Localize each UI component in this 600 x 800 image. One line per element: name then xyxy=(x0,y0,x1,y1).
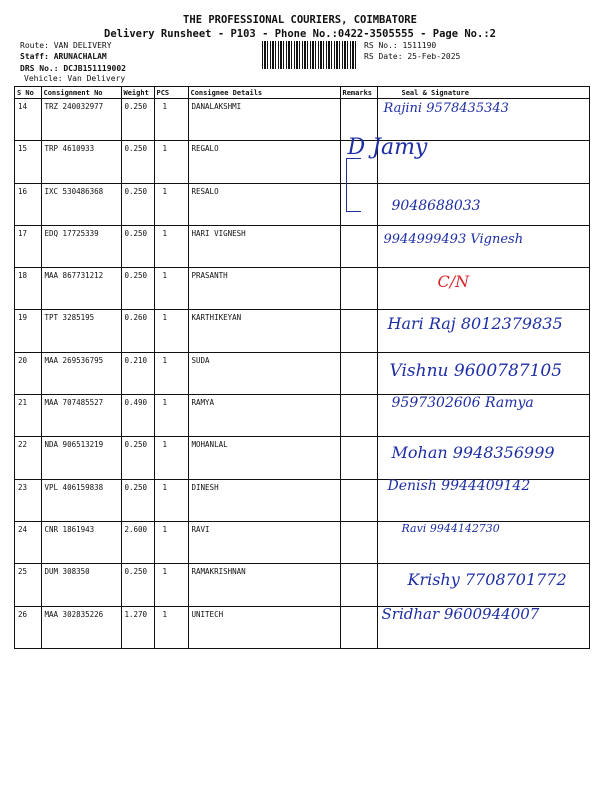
table-row xyxy=(15,225,589,267)
cell-sno: 24 xyxy=(15,521,41,563)
vehicle-label: Vehicle: Van Delivery xyxy=(24,74,126,83)
cell-signature xyxy=(377,225,589,267)
cell-weight: 2.600 xyxy=(121,521,154,563)
cell-consignment-no: TRZ 240032977 xyxy=(41,99,121,141)
cell-pcs: 1 xyxy=(154,310,188,352)
col-signature: Seal & Signature xyxy=(377,87,589,99)
cell-sno: 22 xyxy=(15,437,41,479)
cell-remarks xyxy=(340,521,377,563)
cell-weight: 0.250 xyxy=(121,564,154,606)
table-row xyxy=(15,141,589,183)
cell-signature xyxy=(377,183,589,225)
cell-weight: 0.490 xyxy=(121,395,154,437)
table-row xyxy=(15,183,589,225)
cell-weight: 0.250 xyxy=(121,437,154,479)
cell-weight: 0.210 xyxy=(121,352,154,394)
cell-pcs: 1 xyxy=(154,437,188,479)
table-row xyxy=(15,310,589,352)
cell-consignee: MOHANLAL xyxy=(188,437,340,479)
cell-consignment-no: NDA 906513219 xyxy=(41,437,121,479)
cell-consignment-no: IXC 530486368 xyxy=(41,183,121,225)
cell-pcs: 1 xyxy=(154,268,188,310)
cell-remarks xyxy=(340,479,377,521)
cell-consignee: RAMAKRISHNAN xyxy=(188,564,340,606)
cell-weight: 0.250 xyxy=(121,268,154,310)
cell-pcs: 1 xyxy=(154,225,188,267)
cell-signature xyxy=(347,135,589,183)
col-sno: S No xyxy=(15,87,41,99)
table-header-row xyxy=(15,87,589,99)
table-row xyxy=(15,606,589,648)
cell-consignment-no: DUM 308350 xyxy=(41,564,121,606)
table-row xyxy=(15,564,589,606)
handwritten-signature: Rajini 9578435343 xyxy=(383,101,509,116)
cell-signature xyxy=(377,479,589,521)
cell-consignee: HARI VIGNESH xyxy=(188,225,340,267)
cell-consignee: SUDA xyxy=(188,352,340,394)
cell-consignee: RAMYA xyxy=(188,395,340,437)
cell-consignee: REGALO xyxy=(188,141,340,183)
drs-label: DRS No.: DCJB151119002 xyxy=(20,64,126,73)
cell-signature xyxy=(377,268,589,310)
cell-consignee: PRASANTH xyxy=(188,268,340,310)
col-consignee: Consignee Details xyxy=(188,87,340,99)
table-row xyxy=(15,352,589,394)
handwritten-signature: Krishy 7708701772 xyxy=(407,570,567,590)
cell-sno: 25 xyxy=(15,564,41,606)
cell-sno: 14 xyxy=(15,99,41,141)
cell-consignment-no: EDQ 17725339 xyxy=(41,225,121,267)
handwritten-signature: Denish 9944409142 xyxy=(387,477,531,494)
cell-weight: 0.250 xyxy=(121,99,154,141)
table-row xyxy=(15,268,589,310)
cell-signature xyxy=(377,395,589,437)
staff-label: Staff: ARUNACHALAM xyxy=(20,52,107,61)
cell-sno: 26 xyxy=(15,606,41,648)
bracket-mark xyxy=(346,158,361,212)
cell-consignee: RAVI xyxy=(188,521,340,563)
cell-signature xyxy=(377,606,589,648)
cell-consignment-no: TRP 4610933 xyxy=(41,141,121,183)
cell-pcs: 1 xyxy=(154,564,188,606)
table-row xyxy=(15,479,589,521)
route-label: Route: VAN DELIVERY xyxy=(20,41,112,50)
cell-pcs: 1 xyxy=(154,479,188,521)
cell-consignment-no: CNR 1861943 xyxy=(41,521,121,563)
cell-remarks xyxy=(340,564,377,606)
cell-sno: 17 xyxy=(15,225,41,267)
cell-sno: 19 xyxy=(15,310,41,352)
cell-sno: 18 xyxy=(15,268,41,310)
cell-consignment-no: MAA 302835226 xyxy=(41,606,121,648)
cell-signature xyxy=(377,521,589,563)
cell-consignee: RESALO xyxy=(188,183,340,225)
company-title: THE PROFESSIONAL COURIERS, COIMBATORE xyxy=(183,14,417,26)
handwritten-signature: Sridhar 9600944007 xyxy=(381,604,540,623)
col-pcs: PCS xyxy=(154,87,188,99)
col-remarks: Remarks xyxy=(340,87,377,99)
handwritten-signature: Mohan 9948356999 xyxy=(391,443,555,463)
cell-remarks xyxy=(340,437,377,479)
handwritten-signature: C/N xyxy=(437,272,470,292)
cell-weight: 0.250 xyxy=(121,141,154,183)
cell-sno: 15 xyxy=(15,141,41,183)
cell-remarks xyxy=(340,310,377,352)
table-row xyxy=(15,99,589,141)
col-consignment: Consignment No xyxy=(41,87,121,99)
cell-consignment-no: MAA 707485527 xyxy=(41,395,121,437)
rs-date: RS Date: 25-Feb-2025 xyxy=(364,52,461,61)
cell-signature xyxy=(377,564,589,606)
cell-remarks xyxy=(340,352,377,394)
cell-consignee: KARTHIKEYAN xyxy=(188,310,340,352)
cell-remarks xyxy=(340,268,377,310)
cell-weight: 0.250 xyxy=(121,479,154,521)
cell-consignment-no: TPT 3285195 xyxy=(41,310,121,352)
handwritten-signature: 9597302606 Ramya xyxy=(391,395,534,412)
rs-number: RS No.: 1511190 xyxy=(364,41,437,50)
cell-pcs: 1 xyxy=(154,183,188,225)
cell-pcs: 1 xyxy=(154,521,188,563)
barcode-image xyxy=(262,41,357,69)
cell-signature xyxy=(377,352,589,394)
runsheet-title: Delivery Runsheet - P103 - Phone No.:0422-3505555 - Page No.:2 xyxy=(104,28,496,40)
cell-pcs: 1 xyxy=(154,99,188,141)
cell-weight: 0.260 xyxy=(121,310,154,352)
col-weight: Weight xyxy=(121,87,154,99)
cell-signature xyxy=(377,437,589,479)
cell-remarks xyxy=(340,395,377,437)
handwritten-signature: Ravi 9944142730 xyxy=(401,521,500,535)
handwritten-signature: 9048688033 xyxy=(391,197,481,214)
cell-consignment-no: VPL 406159838 xyxy=(41,479,121,521)
handwritten-signature: Vishnu 9600787105 xyxy=(389,360,563,381)
handwritten-signature: Hari Raj 8012379835 xyxy=(387,314,563,334)
cell-sno: 21 xyxy=(15,395,41,437)
handwritten-signature: 9944999493 Vignesh xyxy=(383,231,524,247)
cell-consignee: UNITECH xyxy=(188,606,340,648)
cell-consignment-no: MAA 269536795 xyxy=(41,352,121,394)
table-row xyxy=(15,437,589,479)
table-row xyxy=(15,395,589,437)
cell-sno: 20 xyxy=(15,352,41,394)
cell-consignee: DANALAKSHMI xyxy=(188,99,340,141)
table-row xyxy=(15,521,589,563)
cell-consignee: DINESH xyxy=(188,479,340,521)
cell-weight: 1.270 xyxy=(121,606,154,648)
runsheet-table xyxy=(14,86,590,649)
handwritten-signature: D Jamy xyxy=(347,135,428,161)
cell-consignment-no: MAA 867731212 xyxy=(41,268,121,310)
cell-pcs: 1 xyxy=(154,352,188,394)
cell-weight: 0.250 xyxy=(121,183,154,225)
cell-signature xyxy=(377,310,589,352)
cell-pcs: 1 xyxy=(154,395,188,437)
cell-weight: 0.250 xyxy=(121,225,154,267)
cell-pcs: 1 xyxy=(154,606,188,648)
cell-pcs: 1 xyxy=(154,141,188,183)
cell-remarks xyxy=(340,225,377,267)
cell-sno: 16 xyxy=(15,183,41,225)
cell-remarks xyxy=(340,606,377,648)
cell-sno: 23 xyxy=(15,479,41,521)
